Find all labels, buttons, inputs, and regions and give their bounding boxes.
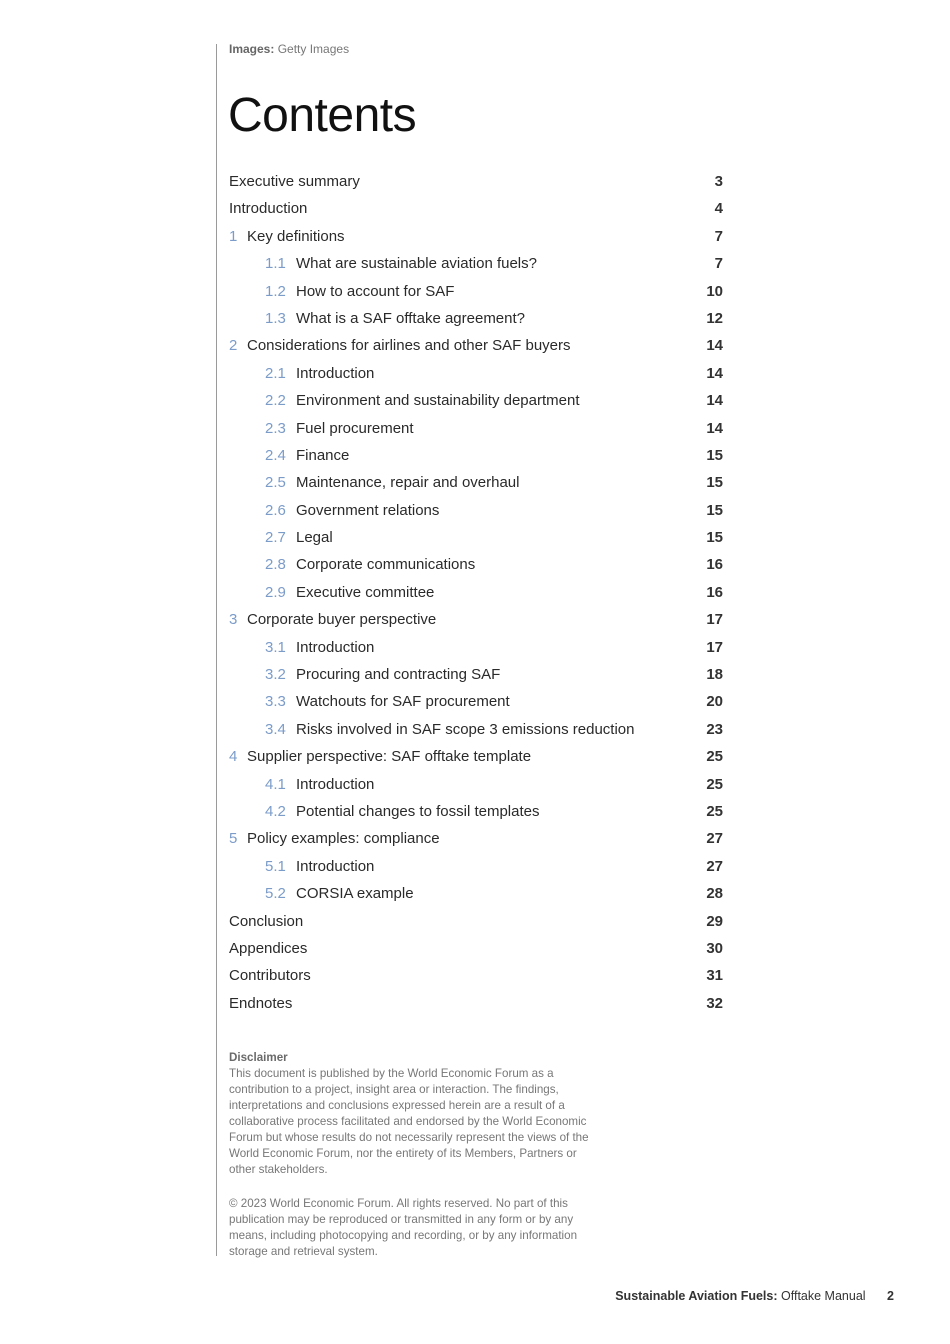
toc-entry[interactable]: [229, 935, 723, 962]
toc-entry-label: Conclusion: [229, 912, 304, 930]
toc-entry-page: 15: [706, 529, 723, 547]
toc-entry-page: 25: [706, 775, 723, 793]
toc-entry-page: 14: [706, 392, 723, 410]
toc-entry[interactable]: [229, 250, 723, 277]
toc-entry[interactable]: [229, 908, 723, 935]
toc-entry-page: 15: [706, 501, 723, 519]
toc-entry[interactable]: [229, 606, 723, 633]
toc-entry-number: 2.3: [265, 419, 286, 437]
toc-entry[interactable]: [229, 634, 723, 661]
toc-entry[interactable]: [229, 469, 723, 496]
toc-entry-page: 25: [706, 802, 723, 820]
toc-entry-label: Fuel procurement: [296, 419, 414, 437]
toc-entry-label: Corporate communications: [296, 556, 476, 574]
toc-entry-label: Supplier perspective: SAF offtake template: [247, 748, 532, 766]
toc-entry-page: 16: [706, 556, 723, 574]
toc-entry-number: 2.4: [265, 446, 286, 464]
toc-entry[interactable]: [229, 743, 723, 770]
toc-entry-label: Government relations: [296, 501, 440, 519]
toc-entry[interactable]: [229, 661, 723, 688]
toc-entry[interactable]: [229, 688, 723, 715]
toc-entry[interactable]: [229, 716, 723, 743]
toc-entry-page: 7: [714, 227, 723, 245]
toc-entry-label: Environment and sustainability department: [296, 392, 580, 410]
toc-entry-label: Key definitions: [247, 227, 345, 245]
toc-entry[interactable]: [229, 524, 723, 551]
toc-entry-page: 15: [706, 474, 723, 492]
toc-entry-label: Contributors: [229, 967, 311, 985]
toc-entry-number: 3: [229, 611, 238, 629]
copyright-notice: © 2023 World Economic Forum. All rights reserved. No part of this publication may be reproduced or transmitted in any form or by any means, including photocopying and recording, or by any information storage and retrieval system.: [229, 1197, 578, 1258]
toc-entry-label: Introduction: [296, 638, 375, 656]
toc-entry-label: Legal: [296, 529, 333, 547]
toc-entry[interactable]: [229, 825, 723, 852]
toc-entry-page: 14: [706, 337, 723, 355]
toc-entry[interactable]: [229, 497, 723, 524]
toc-entry-number: 4.2: [265, 802, 286, 820]
footer-title-bold: Sustainable Aviation Fuels:: [615, 1289, 778, 1303]
toc-entry-label: Corporate buyer perspective: [247, 611, 437, 629]
toc-entry-number: 2.1: [265, 364, 286, 382]
toc-entry-label: CORSIA example: [296, 885, 414, 903]
toc-entry-label: Maintenance, repair and overhaul: [296, 474, 520, 492]
toc-entry-page: 15: [706, 446, 723, 464]
toc-entry-page: 14: [706, 419, 723, 437]
toc-entry[interactable]: [229, 798, 723, 825]
toc-entry-page: 27: [706, 830, 723, 848]
image-credit-label: Images:: [229, 42, 275, 56]
toc-entry-page: 16: [706, 583, 723, 601]
toc-entry[interactable]: [229, 195, 723, 222]
toc-entry-page: 23: [706, 720, 723, 738]
toc-entry-label: Procuring and contracting SAF: [296, 666, 501, 684]
toc-entry-label: Introduction: [296, 364, 375, 382]
toc-entry[interactable]: [229, 990, 723, 1017]
toc-entry[interactable]: [229, 332, 723, 359]
toc-entry-page: 20: [706, 693, 723, 711]
toc-entry[interactable]: [229, 415, 723, 442]
toc-entry-label: Introduction: [296, 775, 375, 793]
toc-entry-page: 10: [706, 282, 723, 300]
toc-entry[interactable]: [229, 168, 723, 195]
toc-entry-label: Risks involved in SAF scope 3 emissions reduction: [296, 720, 635, 738]
footer-page-number: 2: [887, 1289, 894, 1303]
toc-entry[interactable]: [229, 579, 723, 606]
toc-entry-number: 4: [229, 748, 238, 766]
toc-entry-page: 29: [706, 912, 723, 930]
toc-entry-label: Considerations for airlines and other SAF buyers: [247, 337, 571, 355]
toc-entry-number: 3.2: [265, 666, 286, 684]
toc-entry-number: 5.1: [265, 857, 286, 875]
disclaimer-body: This document is published by the World Economic Forum as a contribution to a project, insight area or interaction. The findings, interpretations and conclusions expressed herein are a result of a collaborative process facilitated and endorsed by the World Economic Forum but whose results do not necessarily represent the views of the World Economic Forum, nor the entirety of its Members, Partners or other stakeholders.: [229, 1067, 589, 1176]
toc-entry[interactable]: [229, 360, 723, 387]
toc-entry-number: 5: [229, 830, 238, 848]
toc-entry-page: 4: [714, 200, 723, 218]
toc-entry-label: How to account for SAF: [296, 282, 455, 300]
toc-entry-page: 32: [706, 994, 723, 1012]
toc-entry-label: Watchouts for SAF procurement: [296, 693, 510, 711]
toc-entry-label: Appendices: [229, 939, 308, 957]
toc-entry-number: 2.2: [265, 392, 286, 410]
toc-entry-label: Introduction: [296, 857, 375, 875]
toc-entry[interactable]: [229, 278, 723, 305]
page-title: Contents: [228, 89, 417, 142]
toc-entry-label: Policy examples: compliance: [247, 830, 440, 848]
toc-entry-page: 14: [706, 364, 723, 382]
toc-entry[interactable]: [229, 551, 723, 578]
toc-entry[interactable]: [229, 771, 723, 798]
disclaimer-heading: Disclaimer: [229, 1051, 288, 1064]
toc-entry-label: Finance: [296, 446, 350, 464]
footer-title-rest: Offtake Manual: [781, 1289, 866, 1303]
toc-entry-page: 25: [706, 748, 723, 766]
toc-entry-number: 5.2: [265, 885, 286, 903]
toc-entry-page: 12: [706, 309, 723, 327]
toc-entry-number: 1.3: [265, 309, 286, 327]
toc-entry-number: 1.1: [265, 255, 286, 273]
left-margin-rule: [216, 44, 217, 1256]
toc-entry[interactable]: [229, 223, 723, 250]
toc-entry-number: 3.3: [265, 693, 286, 711]
toc-entry-page: 18: [706, 666, 723, 684]
toc-entry[interactable]: [229, 305, 723, 332]
toc-entry[interactable]: [229, 387, 723, 414]
toc-entry-label: What is a SAF offtake agreement?: [296, 309, 526, 327]
toc-entry[interactable]: [229, 442, 723, 469]
toc-entry-page: 27: [706, 857, 723, 875]
toc-entry-number: 2: [229, 337, 238, 355]
toc-entry-page: 31: [706, 967, 723, 985]
toc-entry[interactable]: [229, 880, 723, 907]
toc-entry-number: 2.6: [265, 501, 286, 519]
toc-entry-number: 2.7: [265, 529, 286, 547]
image-credit-value: Getty Images: [277, 42, 350, 56]
image-credit: [229, 42, 349, 56]
toc-entry-label: Potential changes to fossil templates: [296, 802, 540, 820]
toc-entry-page: 30: [706, 939, 723, 957]
toc-entry-page: 28: [706, 885, 723, 903]
toc-entry-page: 17: [706, 611, 723, 629]
page-footer: [615, 1289, 894, 1303]
toc-entry-number: 3.4: [265, 720, 286, 738]
toc-entry-number: 2.5: [265, 474, 286, 492]
toc-entry-number: 1: [229, 227, 238, 245]
table-of-contents: [229, 168, 723, 1017]
toc-entry-number: 3.1: [265, 638, 286, 656]
toc-entry-label: What are sustainable aviation fuels?: [296, 255, 537, 273]
toc-entry-page: 3: [714, 173, 723, 190]
toc-entry-number: 1.2: [265, 282, 286, 300]
toc-entry-page: 7: [714, 255, 723, 273]
toc-entry-number: 4.1: [265, 775, 286, 793]
toc-entry[interactable]: [229, 853, 723, 880]
toc-entry-label: Endnotes: [229, 994, 293, 1012]
disclaimer: [229, 1050, 589, 1260]
toc-entry[interactable]: [229, 962, 723, 989]
toc-entry-label: Introduction: [229, 200, 308, 218]
toc-entry-page: 17: [706, 638, 723, 656]
toc-entry-number: 2.8: [265, 556, 286, 574]
toc-entry-number: 2.9: [265, 583, 286, 601]
toc-entry-label: Executive committee: [296, 583, 435, 601]
toc-entry-label: Executive summary: [229, 173, 360, 190]
